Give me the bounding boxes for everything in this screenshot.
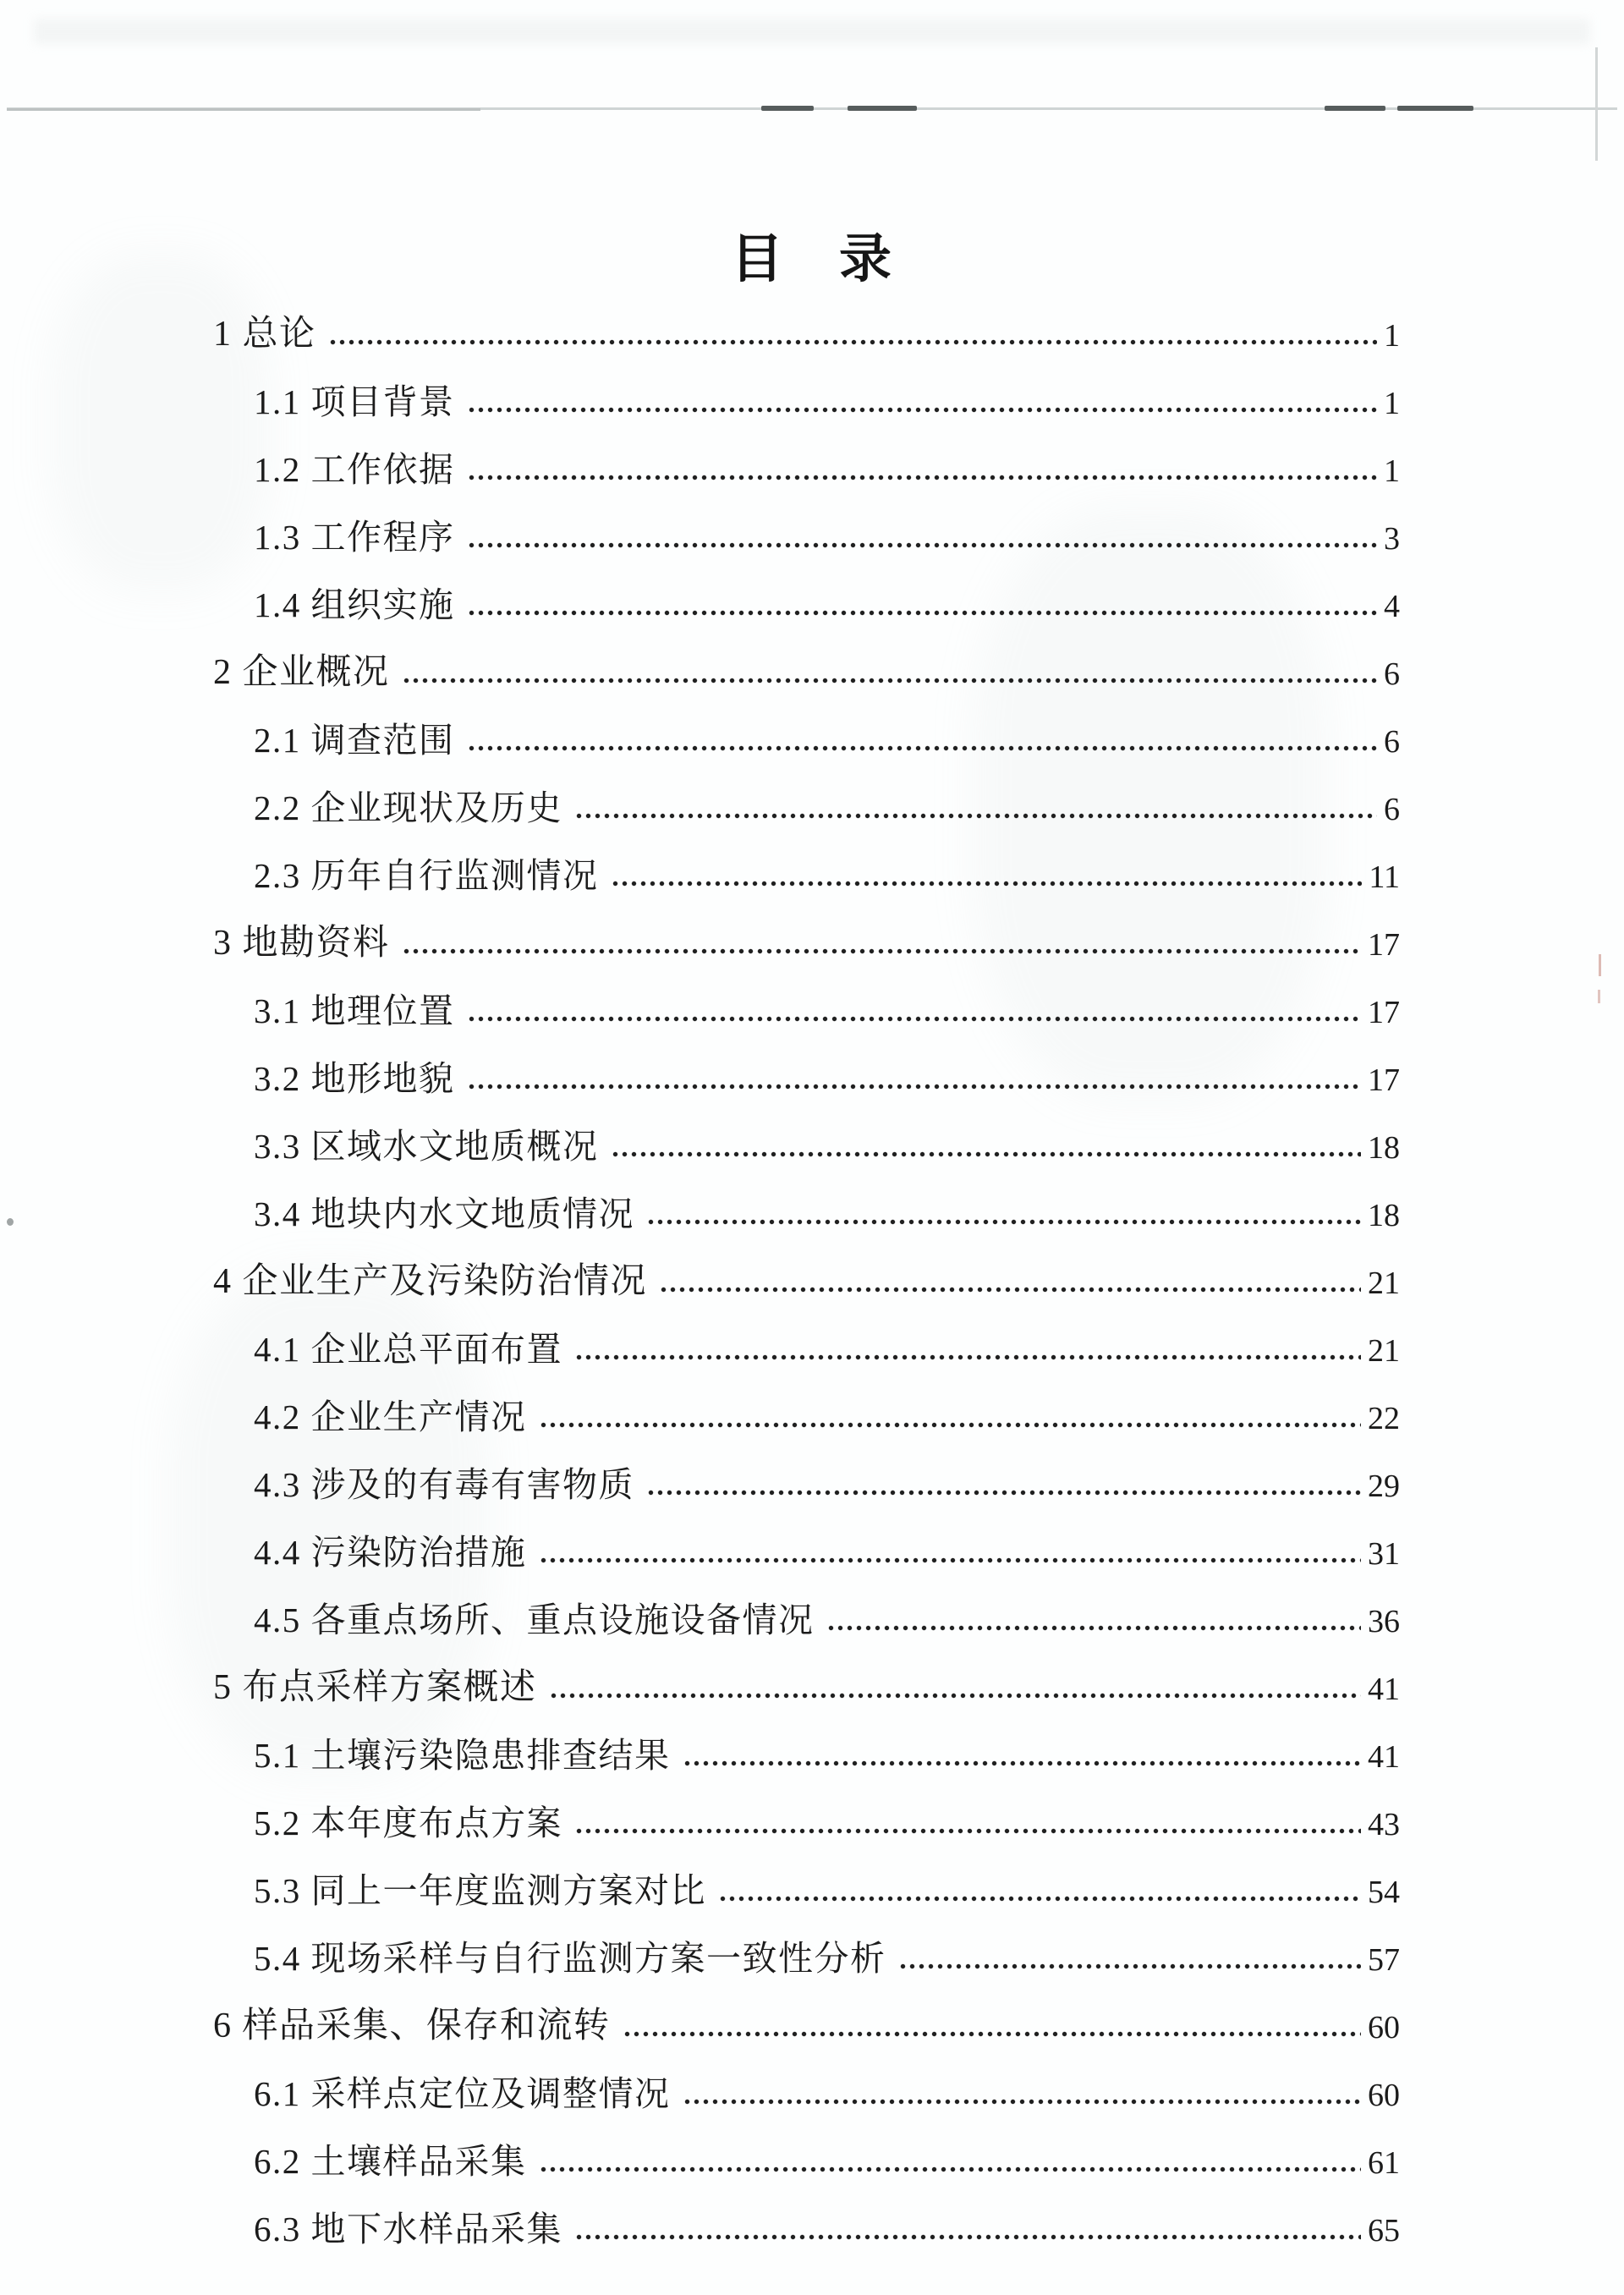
toc-item-label: 4.2 企业生产情况 (254, 1397, 527, 1436)
dot-leader (683, 2098, 1362, 2106)
dot-leader (683, 1760, 1362, 1767)
dot-leader (898, 1963, 1362, 1970)
toc-item-label: 1.1 项目背景 (254, 382, 455, 421)
toc-item-page: 60 (1368, 2078, 1400, 2113)
toc-item-label: 3.4 地块内水文地质情况 (254, 1194, 634, 1233)
toc-item-label: 1.4 组织实施 (254, 585, 455, 624)
toc-row (135, 2056, 1400, 2123)
toc-item-label: 5 布点采样方案概述 (213, 1668, 537, 1707)
toc-item-page: 21 (1368, 1333, 1400, 1369)
toc-item-page: 1 (1384, 386, 1400, 421)
scan-artifact-top-line-left (7, 108, 480, 111)
dot-leader (549, 1692, 1361, 1699)
dot-leader (402, 677, 1377, 684)
toc-item-label: 2 企业概况 (213, 653, 390, 692)
toc-item-page: 43 (1368, 1807, 1400, 1842)
toc-item-label: 6.2 土壤样品采集 (254, 2142, 527, 2181)
toc-item-label: 4.3 涉及的有毒有害物质 (254, 1465, 634, 1504)
toc-item-page: 17 (1368, 1062, 1400, 1098)
toc-item-page: 1 (1384, 318, 1400, 354)
toc-item-label: 4.5 各重点场所、重点设施设备情况 (254, 1600, 815, 1639)
toc-item-label: 5.4 现场采样与自行监测方案一致性分析 (254, 1939, 886, 1978)
toc-row (135, 1108, 1400, 1176)
dot-leader (623, 2030, 1361, 2038)
toc-row (135, 431, 1400, 499)
dot-leader (467, 1015, 1362, 1023)
toc-item-page: 17 (1368, 927, 1400, 963)
toc-item-page: 6 (1384, 724, 1400, 760)
toc-item-page: 6 (1384, 656, 1400, 692)
dot-leader (467, 541, 1378, 549)
toc-row (135, 1514, 1400, 1582)
toc-item-label: 2.3 历年自行监测情况 (254, 856, 599, 895)
toc-item-page: 36 (1368, 1604, 1400, 1639)
scan-artifact-top-band (34, 19, 1590, 44)
toc-item-page: 6 (1384, 792, 1400, 827)
toc-row (135, 1447, 1400, 1514)
toc-item-label: 3.3 区域水文地质概况 (254, 1127, 599, 1166)
toc-row (135, 1920, 1400, 1988)
toc-item-label: 5.3 同上一年度监测方案对比 (254, 1871, 706, 1910)
toc-row (135, 702, 1400, 770)
toc-row (135, 1311, 1400, 1379)
toc-list (135, 296, 1400, 2259)
toc-item-page: 29 (1368, 1469, 1400, 1504)
toc-item-page: 54 (1368, 1875, 1400, 1910)
toc-row (135, 1988, 1400, 2056)
toc-row (135, 770, 1400, 837)
scan-artifact-dash (1325, 106, 1385, 111)
toc-item-label: 3 地勘资料 (213, 924, 390, 963)
scan-artifact-red-mark (1598, 990, 1600, 1003)
dot-leader (611, 880, 1363, 887)
dot-leader (467, 609, 1378, 617)
toc-row (135, 1650, 1400, 1717)
dot-leader (574, 1353, 1361, 1361)
dot-leader (826, 1624, 1362, 1632)
toc-row (135, 364, 1400, 431)
dot-leader (574, 812, 1377, 820)
toc-row (135, 2191, 1400, 2259)
toc-item-label: 1.2 工作依据 (254, 450, 455, 489)
page-title: 目 录 (730, 231, 893, 288)
toc-item-page: 22 (1368, 1401, 1400, 1436)
toc-row (135, 1717, 1400, 1785)
toc-row (135, 1040, 1400, 1108)
toc-item-label: 4.4 污染防治措施 (254, 1533, 527, 1572)
toc-item-label: 6.1 采样点定位及调整情况 (254, 2074, 671, 2113)
toc-row (135, 634, 1400, 702)
toc-item-label: 2.2 企业现状及历史 (254, 788, 562, 827)
dot-leader (539, 2166, 1362, 2173)
dot-leader (611, 1150, 1362, 1158)
toc-row (135, 1582, 1400, 1650)
scan-artifact-left-dot (7, 1218, 14, 1226)
toc-row (135, 1379, 1400, 1447)
toc-row (135, 2123, 1400, 2191)
dot-leader (539, 1557, 1362, 1564)
toc-row (135, 837, 1400, 905)
toc-item-label: 1.3 工作程序 (254, 518, 455, 557)
toc-item-label: 5.1 土壤污染隐患排查结果 (254, 1736, 671, 1775)
dot-leader (467, 406, 1378, 414)
toc-row (135, 973, 1400, 1040)
toc-item-page: 3 (1384, 521, 1400, 557)
dot-leader (646, 1218, 1361, 1226)
dot-leader (718, 1895, 1361, 1902)
toc-row (135, 499, 1400, 567)
toc-item-label: 4.1 企业总平面布置 (254, 1330, 562, 1369)
toc-row (135, 1785, 1400, 1853)
dot-leader (659, 1286, 1361, 1293)
toc-row (135, 1244, 1400, 1311)
dot-leader (328, 338, 1377, 346)
toc-item-page: 1 (1384, 453, 1400, 489)
dot-leader (467, 1083, 1362, 1090)
dot-leader (574, 2233, 1361, 2241)
toc-item-page: 61 (1368, 2145, 1400, 2181)
toc-row (135, 296, 1400, 364)
scan-artifact-dash (848, 106, 917, 111)
toc-item-label: 2.1 调查范围 (254, 721, 455, 760)
toc-item-page: 57 (1368, 1942, 1400, 1978)
toc-item-label: 3.1 地理位置 (254, 991, 455, 1030)
toc-item-page: 31 (1368, 1536, 1400, 1572)
toc-item-label: 3.2 地形地貌 (254, 1059, 455, 1098)
toc-item-page: 17 (1368, 995, 1400, 1030)
toc-row (135, 905, 1400, 973)
toc-item-page: 21 (1368, 1266, 1400, 1301)
toc-item-page: 11 (1369, 859, 1400, 895)
scan-artifact-red-mark (1599, 954, 1601, 976)
scan-artifact-dash (761, 106, 814, 111)
toc-item-label: 5.2 本年度布点方案 (254, 1804, 562, 1842)
scan-artifact-dash (1397, 106, 1473, 111)
toc-item-page: 4 (1384, 589, 1400, 624)
toc-row (135, 567, 1400, 634)
dot-leader (402, 947, 1361, 955)
toc-item-label: 6.3 地下水样品采集 (254, 2210, 562, 2248)
dot-leader (539, 1421, 1362, 1429)
toc-row (135, 1176, 1400, 1244)
scan-artifact-right-edge (1595, 47, 1598, 161)
dot-leader (467, 744, 1378, 752)
toc-item-label: 1 总论 (213, 315, 316, 354)
toc-item-label: 4 企业生产及污染防治情况 (213, 1262, 648, 1301)
toc-item-page: 60 (1368, 2010, 1400, 2045)
toc-row (135, 1853, 1400, 1920)
toc-item-page: 18 (1368, 1198, 1400, 1233)
dot-leader (467, 474, 1378, 481)
toc-item-page: 41 (1368, 1672, 1400, 1707)
toc-item-page: 41 (1368, 1739, 1400, 1775)
toc-item-label: 6 样品采集、保存和流转 (213, 2007, 611, 2045)
dot-leader (646, 1489, 1361, 1496)
toc-item-page: 18 (1368, 1130, 1400, 1166)
dot-leader (574, 1827, 1361, 1835)
toc-item-page: 65 (1368, 2213, 1400, 2248)
